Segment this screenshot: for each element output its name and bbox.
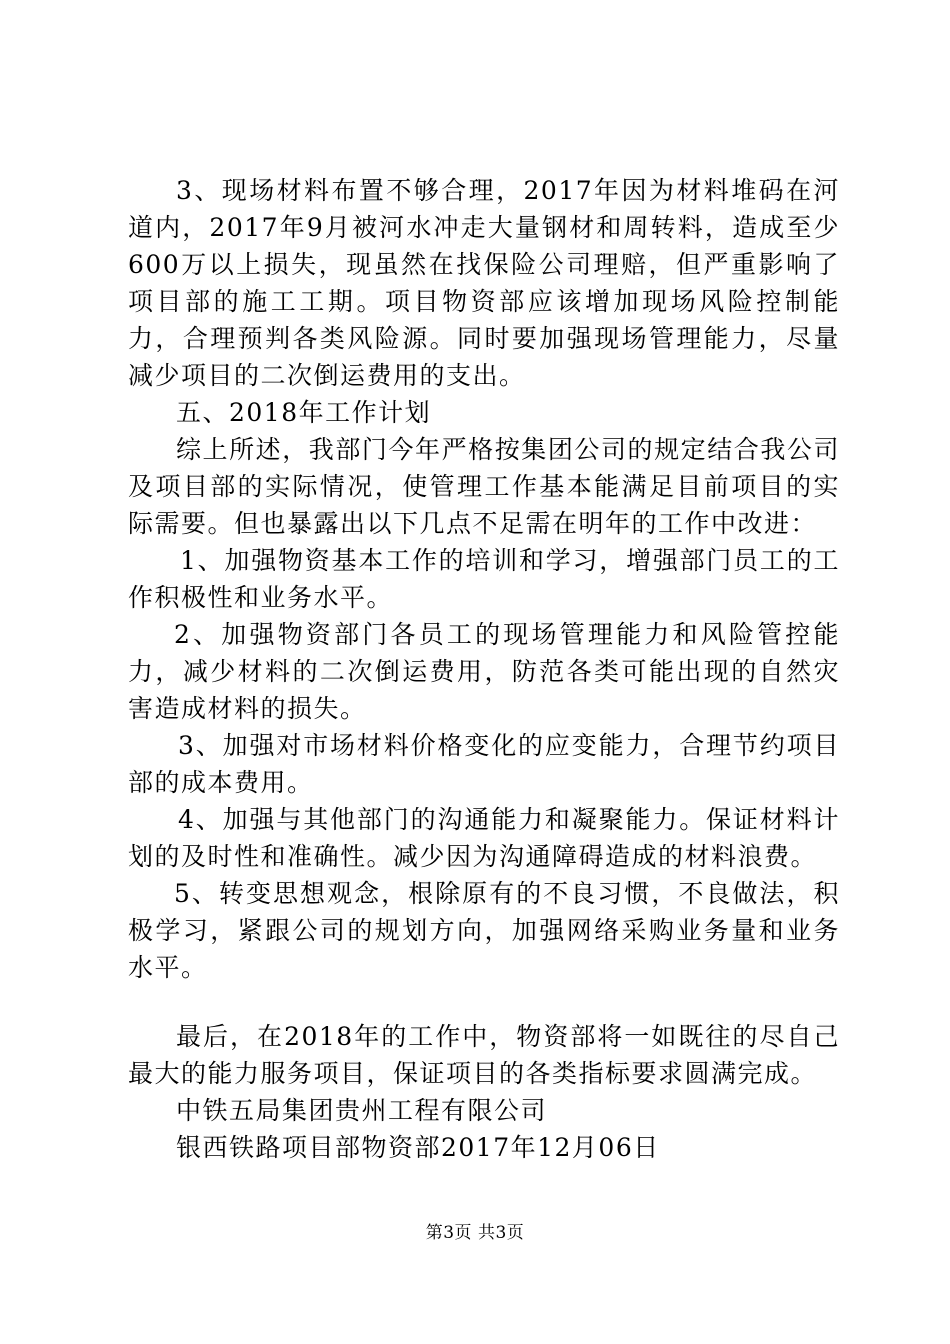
plan-item-4: 4、加强与其他部门的沟通能力和凝聚能力。保证材料计划的及时性和准确性。减少因为沟通障碍造成的材料浪费。: [128, 805, 840, 871]
plan-item-2: 2、加强物资部门各员工的现场管理能力和风险管控能力，减少材料的二次倒运费用，防范各类可能出现的自然灾害造成材料的损失。: [128, 620, 840, 723]
paragraph-closing: 最后，在2018年的工作中，物资部将一如既往的尽自己最大的能力服务项目，保证项目的各类指标要求圆满完成。: [128, 1022, 840, 1088]
plan-item-1: 1、加强物资基本工作的培训和学习，增强部门员工的工作积极性和业务水平。: [128, 546, 840, 612]
document-body: [128, 172, 840, 1166]
page-number-footer: 第3页 共3页: [425, 1223, 525, 1243]
section-heading-2018-plan: 五、2018年工作计划: [176, 398, 432, 427]
signature-company: 中铁五局集团贵州工程有限公司: [176, 1096, 548, 1125]
paragraph-site-materials-issue: 3、现场材料布置不够合理，2017年因为材料堆码在河道内，2017年9月被河水冲走大量钢材和周转料，造成至少600万以上损失，现虽然在找保险公司理赔，但严重影响了项目部的施工工期。项目物资部应该增加现场风险控制能力，合理预判各类风险源。同时要加强现场管理能力，尽量减少项目的二次倒运费用的支出。: [128, 176, 840, 390]
plan-item-5: 5、转变思想观念，根除原有的不良习惯，不良做法，积极学习，紧跟公司的规划方向，加强网络采购业务量和业务水平。: [128, 879, 840, 982]
paragraph-summary: 综上所述，我部门今年严格按集团公司的规定结合我公司及项目部的实际情况，使管理工作基本能满足目前项目的实际需要。但也暴露出以下几点不足需在明年的工作中改进：: [128, 435, 840, 538]
plan-item-3: 3、加强对市场材料价格变化的应变能力，合理节约项目部的成本费用。: [128, 731, 840, 797]
paragraph-gap: [128, 986, 840, 1018]
signature-department-date: 银西铁路项目部物资部2017年12月06日: [176, 1133, 660, 1162]
